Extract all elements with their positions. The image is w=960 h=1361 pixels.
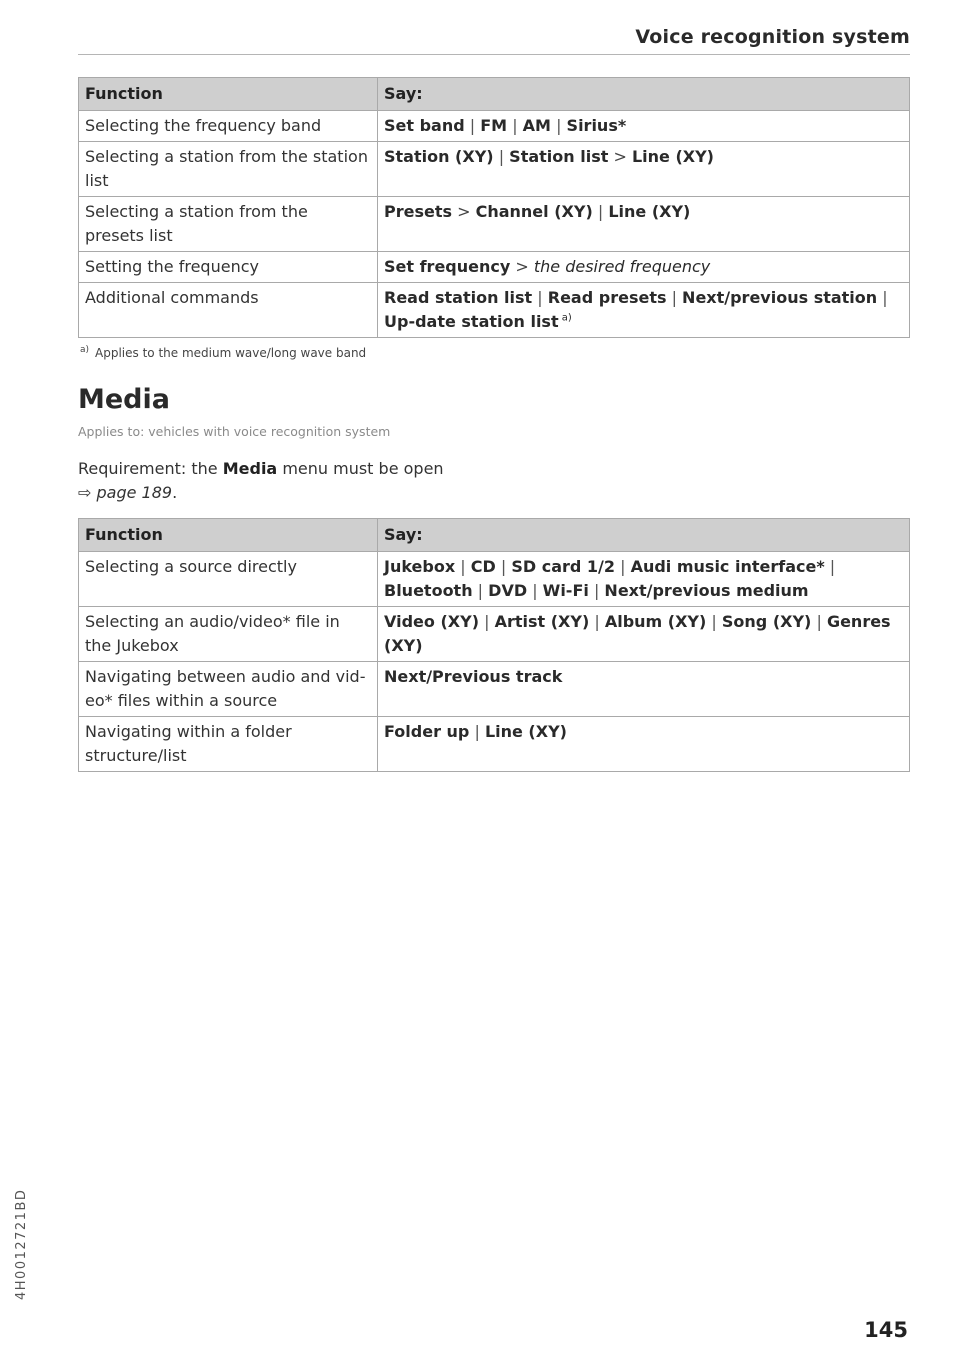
voice-command: CD (470, 557, 496, 576)
voice-command: SD card 1/2 (511, 557, 616, 576)
separator: | (464, 116, 481, 135)
function-cell: Selecting a source directly (79, 552, 378, 607)
table-header-row (79, 78, 910, 111)
say-cell (378, 252, 910, 283)
say-cell (378, 197, 910, 252)
say-cell (378, 662, 910, 717)
separator: | (589, 612, 605, 631)
voice-command: Folder up (384, 722, 470, 741)
function-cell: Selecting an audio/video* file in the Jukebox (79, 607, 378, 662)
voice-command: Bluetooth (384, 581, 473, 600)
voice-command: Station list (509, 147, 609, 166)
voice-command: AM (522, 116, 551, 135)
table-row (79, 111, 910, 142)
function-cell: Selecting a station from the presets list (79, 197, 378, 252)
voice-command: Artist (XY) (494, 612, 590, 631)
voice-command: Audi music interface* (630, 557, 825, 576)
separator: | (493, 147, 510, 166)
separator: | (455, 557, 471, 576)
voice-command: Line (XY) (608, 202, 691, 221)
function-cell: Navigating between audio and vid-eo* files within a source (79, 662, 378, 717)
separator: | (472, 581, 489, 600)
radio-commands-table (78, 77, 910, 338)
separator: | (666, 288, 683, 307)
separator: | (824, 557, 836, 576)
voice-command: Set band (384, 116, 465, 135)
voice-command: Sirius* (566, 116, 627, 135)
separator: | (550, 116, 567, 135)
separator: | (532, 288, 548, 307)
table-row (79, 283, 910, 338)
voice-command: Read station list (384, 288, 533, 307)
media-commands-table (78, 518, 910, 772)
voice-command: Next/Previous track (384, 667, 563, 686)
footnote (80, 345, 366, 360)
voice-command: Channel (XY) (475, 202, 593, 221)
applies-note: Applies to: vehicles with voice recognition system (78, 424, 391, 439)
separator: | (527, 581, 543, 600)
voice-command: Next/previous station (682, 288, 878, 307)
voice-command: Genres (XY) (384, 612, 891, 655)
separator: | (469, 722, 485, 741)
voice-command: FM (480, 116, 508, 135)
say-cell (378, 111, 910, 142)
separator: | (706, 612, 722, 631)
voice-command: Set frequency (384, 257, 511, 276)
table-row (79, 717, 910, 772)
column-header-function: Function (79, 78, 378, 111)
footnote-mark: a) (80, 345, 90, 355)
table-row (79, 252, 910, 283)
voice-command: Video (XY) (384, 612, 479, 631)
voice-command: Next/previous medium (604, 581, 809, 600)
arrow-separator: > (510, 257, 534, 276)
voice-command: the desired frequency (533, 257, 711, 276)
table-row (79, 142, 910, 197)
column-header-say: Say: (378, 78, 910, 111)
say-cell (378, 142, 910, 197)
requirement-prefix: Requirement: the (78, 459, 223, 478)
function-cell: Additional commands (79, 283, 378, 338)
requirement-period: . (172, 483, 178, 502)
voice-command: Line (XY) (484, 722, 567, 741)
separator: | (592, 202, 609, 221)
say-cell (378, 552, 910, 607)
requirement-suffix: menu must be open (277, 459, 444, 478)
voice-command: Read presets (547, 288, 667, 307)
voice-command: Wi-Fi (542, 581, 589, 600)
separator: | (495, 557, 512, 576)
table-row (79, 662, 910, 717)
function-cell: Setting the frequency (79, 252, 378, 283)
separator: | (507, 116, 523, 135)
arrow-separator: > (608, 147, 632, 166)
footnote-ref: a) (558, 312, 572, 324)
voice-command: Station (XY) (384, 147, 494, 166)
table-row (79, 552, 910, 607)
separator: | (588, 581, 605, 600)
page-header (78, 22, 910, 55)
table-header-row (79, 519, 910, 552)
footnote-text: Applies to the medium wave/long wave band (95, 346, 367, 360)
separator: | (811, 612, 827, 631)
voice-command: Album (XY) (604, 612, 707, 631)
requirement-menu-name: Media (222, 459, 278, 478)
voice-command: Song (XY) (721, 612, 812, 631)
function-cell: Selecting a station from the station list (79, 142, 378, 197)
voice-command: Presets (384, 202, 453, 221)
page-reference-link[interactable]: ⇨ page 189 (78, 483, 173, 502)
say-cell (378, 607, 910, 662)
column-header-function: Function (79, 519, 378, 552)
arrow-separator: > (452, 202, 476, 221)
say-cell (378, 283, 910, 338)
voice-command: DVD (488, 581, 528, 600)
requirement-text (78, 457, 578, 505)
voice-command: Line (XY) (631, 147, 714, 166)
function-cell: Selecting the frequency band (79, 111, 378, 142)
separator: | (877, 288, 888, 307)
function-cell: Navigating within a folder structure/list (79, 717, 378, 772)
separator: | (479, 612, 495, 631)
separator: | (615, 557, 631, 576)
voice-command: Up-date station list (384, 312, 559, 331)
say-cell (378, 717, 910, 772)
table-row (79, 607, 910, 662)
document-code: 4H0012721BD (14, 1188, 29, 1300)
page-number: 145 (864, 1318, 908, 1342)
chapter-title: Voice recognition system (635, 26, 910, 48)
side-code-container (14, 1188, 34, 1301)
voice-command: Jukebox (384, 557, 456, 576)
section-title: Media (78, 384, 170, 415)
table-row (79, 197, 910, 252)
column-header-say: Say: (378, 519, 910, 552)
